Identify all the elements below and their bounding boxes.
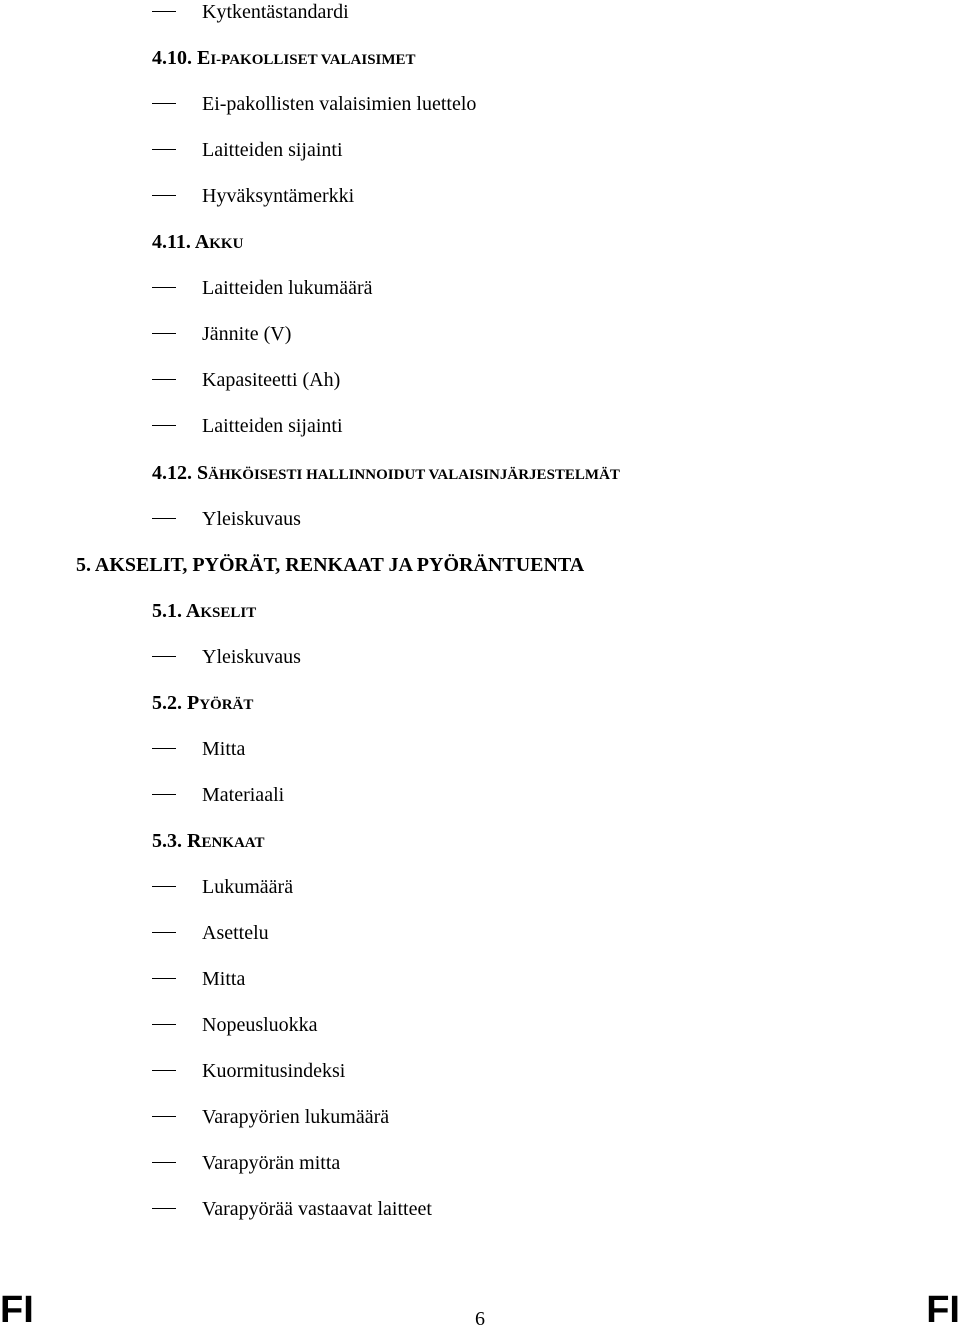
dash-bullet [152, 11, 176, 12]
list-item [0, 411, 960, 441]
subsection-title-initial: E [197, 47, 211, 69]
list-item-text: Yleiskuvaus [202, 507, 301, 530]
subsection-number: 4.10. [152, 47, 192, 69]
dash-bullet [152, 1116, 176, 1117]
list-item-text: Varapyörää vastaavat laitteet [202, 1198, 432, 1221]
list-item [0, 89, 960, 119]
chapter-heading [0, 550, 960, 580]
subsection-number: 5.3. [152, 829, 182, 852]
chapter-title: 5. AKSELIT, PYÖRÄT, RENKAAT JA PYÖRÄNTUENTA [76, 553, 585, 576]
list-item [0, 964, 960, 994]
list-item-text: Varapyörien lukumäärä [202, 1106, 390, 1129]
subsection-title-initial: P [187, 691, 200, 714]
list-item-text: Nopeusluokka [202, 1014, 318, 1037]
subsection-heading [0, 596, 960, 626]
list-item [0, 1010, 960, 1040]
subsection-title-initial: R [187, 829, 202, 852]
list-item-text: Hyväksyntämerkki [202, 185, 355, 208]
dash-bullet [152, 978, 176, 979]
list-item-text: Laitteiden sijainti [202, 415, 343, 438]
subsection-title-initial: A [185, 599, 201, 622]
dash-bullet [152, 656, 176, 657]
list-item [0, 1148, 960, 1178]
dash-bullet [152, 287, 176, 288]
list-item-text: Asettelu [202, 922, 269, 944]
list-item [0, 319, 960, 349]
list-item-text: Kapasiteetti (Ah) [202, 369, 341, 392]
list-item [0, 365, 960, 395]
subsection-title-rest: ÄHKÖISESTI HALLINNOIDUT VALAISINJÄRJESTELMÄT [208, 466, 620, 483]
footer-language-left: FI [0, 1289, 34, 1331]
subsection-title-rest: ENKAAT [201, 834, 265, 851]
subsection-heading [0, 826, 960, 856]
dash-bullet [152, 149, 176, 150]
page-number: 6 [475, 1308, 485, 1330]
subsection-title-initial: S [197, 461, 209, 484]
subsection-title-rest: I-PAKOLLISET VALAISIMET [210, 52, 416, 68]
list-item [0, 1056, 960, 1086]
dash-bullet [152, 1162, 176, 1163]
subsection-title-rest: KSELIT [200, 604, 257, 621]
list-item-text: Mitta [202, 737, 246, 760]
subsection-heading [0, 227, 960, 257]
list-item-text: Laitteiden lukumäärä [202, 277, 373, 300]
dash-bullet [152, 886, 176, 887]
dash-bullet [152, 1024, 176, 1025]
list-item [0, 504, 960, 534]
dash-bullet [152, 1070, 176, 1071]
list-item [0, 1102, 960, 1132]
list-item [0, 918, 960, 948]
list-item-text: Kytkentästandardi [202, 1, 349, 23]
list-item [0, 734, 960, 764]
dash-bullet [152, 379, 176, 380]
list-item-text: Laitteiden sijainti [202, 139, 343, 162]
dash-bullet [152, 518, 176, 519]
dash-bullet [152, 425, 176, 426]
subsection-number: 4.12. [152, 461, 192, 484]
dash-bullet [152, 333, 176, 334]
dash-bullet [152, 932, 176, 933]
subsection-heading [0, 688, 960, 718]
list-item [0, 780, 960, 810]
dash-bullet [152, 103, 176, 104]
list-item-text: Materiaali [202, 783, 285, 806]
list-item-text: Varapyörän mitta [202, 1152, 341, 1175]
dash-bullet [152, 748, 176, 749]
subsection-number: 4.11. [152, 231, 191, 254]
list-item-text: Yleiskuvaus [202, 645, 301, 668]
footer-language-right: FI [926, 1289, 960, 1331]
dash-bullet [152, 1208, 176, 1209]
list-item [0, 273, 960, 303]
list-item [0, 1194, 960, 1224]
list-item-text: Jännite (V) [202, 323, 292, 346]
subsection-heading [0, 458, 960, 488]
subsection-title-rest: YÖRÄT [199, 696, 254, 713]
list-item [0, 872, 960, 902]
list-item-text: Kuormitusindeksi [202, 1060, 346, 1083]
list-item-text: Ei-pakollisten valaisimien luettelo [202, 93, 477, 116]
dash-bullet [152, 195, 176, 196]
list-item-text: Lukumäärä [202, 875, 294, 898]
subsection-title-rest: KKU [209, 236, 244, 253]
list-item [0, 0, 960, 27]
list-item [0, 135, 960, 165]
list-item [0, 642, 960, 672]
list-item-text: Mitta [202, 968, 246, 990]
list-item [0, 181, 960, 211]
subsection-heading [0, 43, 960, 73]
subsection-number: 5.2. [152, 691, 182, 714]
dash-bullet [152, 794, 176, 795]
subsection-number: 5.1. [152, 599, 182, 622]
subsection-title-initial: A [194, 231, 210, 254]
